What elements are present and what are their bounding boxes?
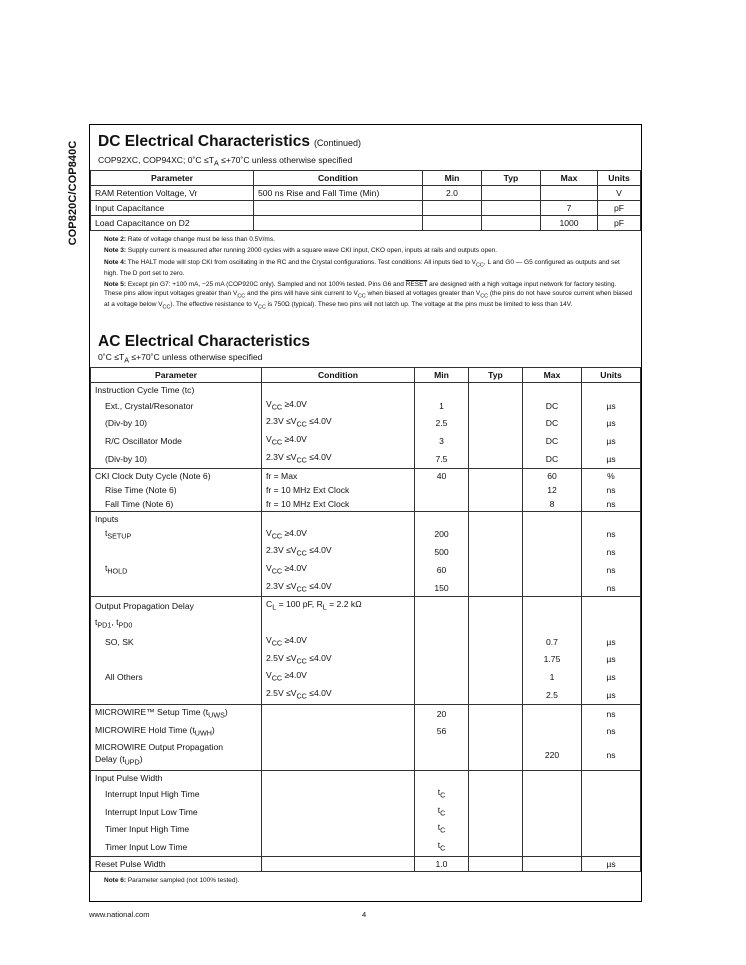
ac-param-cell: Input Pulse Width <box>91 770 262 785</box>
note-sub: CC <box>257 304 266 311</box>
dc-title <box>98 133 633 152</box>
note-text: (the pins do not have source current when biased at a voltage below V <box>104 289 633 308</box>
ac-typ-cell <box>469 432 523 450</box>
ac-row <box>91 615 641 633</box>
dc-header-cell: Condition <box>254 170 423 185</box>
ac-param-cell: All Others <box>91 668 262 686</box>
dc-cell <box>254 215 423 230</box>
note-sub: CC <box>480 293 489 300</box>
ac-condition-cell: $2.3V \le V_{CC} \le 4.0V$ <box>262 579 415 597</box>
ac-row <box>91 483 641 497</box>
note-sub: CC <box>162 304 171 311</box>
ac-max-cell <box>523 770 582 785</box>
ac-max-cell <box>523 526 582 544</box>
ac-row <box>91 450 641 468</box>
ac-row <box>91 497 641 512</box>
ac-units-cell: ns <box>582 723 641 741</box>
ac-min-cell: $t_C$ <box>415 785 469 803</box>
ac-max-cell: 60 <box>523 468 582 483</box>
ac-row <box>91 382 641 397</box>
ac-max-cell: 8 <box>523 497 582 512</box>
ac-param-cell: $t_{PD1}$, $t_{PD0}$ <box>91 615 262 633</box>
ac-row <box>91 723 641 741</box>
note-3 <box>104 247 633 256</box>
ac-typ-cell <box>469 785 523 803</box>
side-title-text: COP820C/COP840C <box>67 140 79 246</box>
ac-condition-cell: $V_{CC} \ge 4.0V$ <box>262 633 415 651</box>
ac-min-cell <box>415 511 469 526</box>
ac-param-cell: (Div-by 10) <box>91 414 262 432</box>
dc-cell <box>541 185 598 200</box>
note-text: and the pins will have sink current to V <box>245 289 358 297</box>
ac-row <box>91 651 641 669</box>
ac-min-cell: 1.0 <box>415 856 469 871</box>
ac-condition-cell: $V_{CC} \ge 4.0V$ <box>262 526 415 544</box>
ac-condition-cell: $2.3V \le V_{CC} \le 4.0V$ <box>262 543 415 561</box>
ac-condition-cell <box>262 704 415 722</box>
footer-page-number: 4 <box>362 910 367 919</box>
ac-typ-cell <box>469 803 523 821</box>
ac-param-cell: MICROWIRE™ Setup Time $(t_{UWS})$ <box>91 704 262 722</box>
ac-param-cell: (Div-by 10) <box>91 450 262 468</box>
ac-min-cell <box>415 686 469 704</box>
note-text: The HALT mode will stop CKI from oscillating in the RC and the Crystal configurations. Test conditions: All inputs tied to V <box>127 258 477 266</box>
ac-min-cell: 40 <box>415 468 469 483</box>
ac-row <box>91 704 641 722</box>
ac-param-cell: Output Propagation Delay <box>91 597 262 615</box>
ac-min-cell: $t_C$ <box>415 838 469 856</box>
dc-row <box>91 200 641 215</box>
ac-header-row <box>91 367 641 382</box>
ac-min-cell: 20 <box>415 704 469 722</box>
ac-condition-cell: $2.3V \le V_{CC} \le 4.0V$ <box>262 450 415 468</box>
ac-param-cell: MICROWIRE Hold Time $(t_{UWH})$ <box>91 723 262 741</box>
dc-cell <box>423 200 482 215</box>
ac-max-cell <box>523 856 582 871</box>
ac-min-cell <box>415 770 469 785</box>
ac-max-cell: 12 <box>523 483 582 497</box>
ac-typ-cell <box>469 511 523 526</box>
ac-param-cell: SO, SK <box>91 633 262 651</box>
ac-condition-cell: $V_{CC} \ge 4.0V$ <box>262 397 415 415</box>
ac-max-cell: DC <box>523 432 582 450</box>
ac-typ-cell <box>469 668 523 686</box>
note-text: when biased at voltages greater than V <box>365 289 481 297</box>
ac-row <box>91 561 641 579</box>
footer-site: www.national.com <box>89 910 150 919</box>
ac-condition-cell: $V_{CC} \ge 4.0V$ <box>262 561 415 579</box>
dc-section <box>95 133 633 315</box>
dc-cell: 500 ns Rise and Fall Time (Min) <box>254 185 423 200</box>
ac-row <box>91 668 641 686</box>
ac-param-cell: Inputs <box>91 511 262 526</box>
ac-param-cell: Timer Input Low Time <box>91 838 262 856</box>
note-text: Supply current is measured after running 2000 cycles with a square wave CKI input, CKO open, inputs at rails and outputs open. <box>127 247 498 255</box>
ac-param-cell <box>91 686 262 704</box>
note-text: Parameter sampled (not 100% tested). <box>127 876 240 884</box>
note-label: Note 5: <box>104 281 127 289</box>
ac-typ-cell <box>469 820 523 838</box>
dc-cell <box>254 200 423 215</box>
dc-conditions-sub: A <box>214 159 219 168</box>
dc-title-text: DC Electrical Characteristics <box>98 133 310 150</box>
note-sub: CC <box>357 293 366 300</box>
ac-param-cell: Ext., Crystal/Resonator <box>91 397 262 415</box>
ac-typ-cell <box>469 382 523 397</box>
note-text: Except pin G7: +100 mA, −25 mA (COP920C only). Sampled and not 100% tested. Pins G6 and <box>127 281 406 289</box>
dc-header-cell: Min <box>423 170 482 185</box>
ac-units-cell: ns <box>582 543 641 561</box>
ac-condition-cell <box>262 838 415 856</box>
dc-header-cell: Units <box>598 170 641 185</box>
ac-typ-cell <box>469 704 523 722</box>
ac-header-cell: Min <box>415 367 469 382</box>
ac-row <box>91 468 641 483</box>
ac-min-cell <box>415 740 469 770</box>
ac-typ-cell <box>469 597 523 615</box>
ac-units-cell: µs <box>582 668 641 686</box>
ac-typ-cell <box>469 468 523 483</box>
ac-max-cell <box>523 561 582 579</box>
ac-max-cell <box>523 597 582 615</box>
dc-cell: Input Capacitance <box>91 200 254 215</box>
ac-units-cell <box>582 803 641 821</box>
dc-header-cell: Parameter <box>91 170 254 185</box>
ac-max-cell: 2.5 <box>523 686 582 704</box>
ac-condition-cell: $2.3V \le V_{CC} \le 4.0V$ <box>262 414 415 432</box>
ac-max-cell: DC <box>523 414 582 432</box>
ac-param-cell: Interrupt Input High Time <box>91 785 262 803</box>
ac-conditions-sub: A <box>124 356 129 365</box>
ac-min-cell: 2.5 <box>415 414 469 432</box>
dc-cell: 7 <box>541 200 598 215</box>
ac-units-cell: µs <box>582 450 641 468</box>
ac-typ-cell <box>469 497 523 512</box>
ac-condition-cell <box>262 785 415 803</box>
dc-conditions-end: ≤+70˚C unless otherwise specified <box>218 155 353 165</box>
ac-units-cell: µs <box>582 397 641 415</box>
ac-row <box>91 740 641 770</box>
note-text: ). The effective resistance to V <box>170 300 258 308</box>
ac-min-cell: 200 <box>415 526 469 544</box>
ac-units-cell: ns <box>582 740 641 770</box>
ac-condition-cell <box>262 820 415 838</box>
ac-units-cell: % <box>582 468 641 483</box>
ac-typ-cell <box>469 450 523 468</box>
ac-max-cell: DC <box>523 450 582 468</box>
page-frame <box>89 124 642 902</box>
ac-units-cell: ns <box>582 483 641 497</box>
ac-param-cell: Rise Time (Note 6) <box>91 483 262 497</box>
ac-row <box>91 770 641 785</box>
ac-param-cell: Instruction Cycle Time (tc) <box>91 382 262 397</box>
ac-row <box>91 579 641 597</box>
ac-units-cell: µs <box>582 432 641 450</box>
ac-row <box>91 686 641 704</box>
note-text: are designed with a high voltage input network for factory testing. These pins allow input voltages greater than V <box>104 281 617 297</box>
ac-param-cell: Reset Pulse Width <box>91 856 262 871</box>
ac-max-cell: 220 <box>523 740 582 770</box>
ac-param-cell <box>91 543 262 561</box>
ac-condition-cell: $C_L = 100$ pF, $R_L = 2.2$ kΩ <box>262 597 415 615</box>
dc-cell: 2.0 <box>423 185 482 200</box>
ac-min-cell: 150 <box>415 579 469 597</box>
ac-min-cell <box>415 668 469 686</box>
ac-typ-cell <box>469 561 523 579</box>
ac-units-cell: µs <box>582 651 641 669</box>
dc-row <box>91 215 641 230</box>
ac-row <box>91 511 641 526</box>
note-5 <box>104 281 633 311</box>
ac-max-cell <box>523 838 582 856</box>
ac-min-cell: 3 <box>415 432 469 450</box>
ac-condition-cell: $2.5V \le V_{CC} \le 4.0V$ <box>262 686 415 704</box>
ac-min-cell: 1 <box>415 397 469 415</box>
ac-body <box>91 382 641 871</box>
note-text: Rate of voltage change must be less than 0.5V/ms. <box>127 235 275 243</box>
ac-units-cell: µs <box>582 414 641 432</box>
ac-header-cell: Condition <box>262 367 415 382</box>
note-label: Note 6: <box>104 876 127 884</box>
ac-max-cell <box>523 820 582 838</box>
ac-max-cell <box>523 511 582 526</box>
ac-min-cell <box>415 615 469 633</box>
ac-typ-cell <box>469 838 523 856</box>
ac-condition-cell <box>262 382 415 397</box>
ac-typ-cell <box>469 483 523 497</box>
ac-min-cell: 60 <box>415 561 469 579</box>
ac-typ-cell <box>469 526 523 544</box>
dc-header-cell: Typ <box>482 170 541 185</box>
ac-min-cell: 500 <box>415 543 469 561</box>
ac-row <box>91 543 641 561</box>
ac-max-cell: DC <box>523 397 582 415</box>
note-label: Note 2: <box>104 235 127 243</box>
dc-cell <box>482 215 541 230</box>
ac-min-cell <box>415 497 469 512</box>
ac-condition-cell <box>262 511 415 526</box>
ac-param-cell: R/C Oscillator Mode <box>91 432 262 450</box>
ac-typ-cell <box>469 740 523 770</box>
ac-units-cell <box>582 511 641 526</box>
note-sub: CC <box>476 262 484 269</box>
note-2 <box>104 236 633 245</box>
ac-header-cell: Parameter <box>91 367 262 382</box>
dc-table <box>90 170 641 231</box>
ac-row <box>91 526 641 544</box>
ac-typ-cell <box>469 633 523 651</box>
ac-condition-cell: fr = 10 MHz Ext Clock <box>262 483 415 497</box>
dc-notes <box>98 236 633 312</box>
ac-units-cell: ns <box>582 561 641 579</box>
ac-row <box>91 838 641 856</box>
ac-typ-cell <box>469 856 523 871</box>
side-title <box>56 126 90 260</box>
ac-min-cell <box>415 483 469 497</box>
ac-max-cell <box>523 579 582 597</box>
ac-row <box>91 820 641 838</box>
ac-units-cell: µs <box>582 856 641 871</box>
ac-row <box>91 414 641 432</box>
ac-typ-cell <box>469 397 523 415</box>
ac-header-cell: Typ <box>469 367 523 382</box>
ac-param-cell: CKI Clock Duty Cycle (Note 6) <box>91 468 262 483</box>
ac-row <box>91 597 641 615</box>
ac-param-cell: Fall Time (Note 6) <box>91 497 262 512</box>
ac-condition-cell <box>262 740 415 770</box>
ac-condition-cell <box>262 856 415 871</box>
dc-cell: RAM Retention Voltage, Vr <box>91 185 254 200</box>
dc-conditions <box>98 155 633 168</box>
dc-cell: V <box>598 185 641 200</box>
ac-param-cell: $t_{SETUP}$ <box>91 526 262 544</box>
ac-units-cell <box>582 785 641 803</box>
ac-condition-cell: $V_{CC} \ge 4.0V$ <box>262 668 415 686</box>
ac-typ-cell <box>469 723 523 741</box>
dc-header-row <box>91 170 641 185</box>
ac-condition-cell: fr = 10 MHz Ext Clock <box>262 497 415 512</box>
ac-max-cell <box>523 803 582 821</box>
ac-min-cell: $t_C$ <box>415 803 469 821</box>
ac-conditions-text: 0˚C ≤T <box>98 352 125 362</box>
note-sub: CC <box>237 293 246 300</box>
ac-conditions-end: ≤+70˚C unless otherwise specified <box>128 352 263 362</box>
ac-units-cell: ns <box>582 579 641 597</box>
ac-units-cell <box>582 820 641 838</box>
ac-param-cell <box>91 579 262 597</box>
ac-typ-cell <box>469 651 523 669</box>
ac-row <box>91 785 641 803</box>
ac-row <box>91 856 641 871</box>
dc-header-cell: Max <box>541 170 598 185</box>
ac-units-cell: µs <box>582 686 641 704</box>
ac-max-cell <box>523 704 582 722</box>
ac-conditions <box>98 352 633 365</box>
ac-units-cell: ns <box>582 704 641 722</box>
ac-min-cell <box>415 651 469 669</box>
ac-header-cell: Units <box>582 367 641 382</box>
ac-max-cell: 0.7 <box>523 633 582 651</box>
note-text: is 750Ω (typical). These two pins will not latch up. The voltage at the pins must be limited to less than 14V. <box>265 300 573 308</box>
ac-units-cell <box>582 597 641 615</box>
ac-max-cell <box>523 543 582 561</box>
ac-min-cell: 7.5 <box>415 450 469 468</box>
ac-param-cell <box>91 651 262 669</box>
dc-cell: pF <box>598 215 641 230</box>
ac-units-cell: µs <box>582 633 641 651</box>
ac-max-cell <box>523 723 582 741</box>
ac-max-cell <box>523 382 582 397</box>
ac-min-cell <box>415 633 469 651</box>
ac-units-cell: ns <box>582 497 641 512</box>
ac-typ-cell <box>469 414 523 432</box>
ac-units-cell <box>582 770 641 785</box>
dc-cell: pF <box>598 200 641 215</box>
ac-units-cell <box>582 838 641 856</box>
ac-row <box>91 633 641 651</box>
note-label: Note 4: <box>104 258 127 266</box>
ac-section <box>95 333 633 888</box>
ac-row <box>91 397 641 415</box>
note-4 <box>104 259 633 278</box>
ac-condition-cell: $2.5V \le V_{CC} \le 4.0V$ <box>262 651 415 669</box>
note-reset-overline: RESET <box>405 281 428 289</box>
ac-max-cell <box>523 615 582 633</box>
note-label: Note 3: <box>104 247 127 255</box>
ac-notes <box>98 877 633 886</box>
ac-row <box>91 432 641 450</box>
dc-cell <box>482 185 541 200</box>
ac-typ-cell <box>469 770 523 785</box>
ac-typ-cell <box>469 615 523 633</box>
ac-typ-cell <box>469 543 523 561</box>
ac-min-cell: $t_C$ <box>415 820 469 838</box>
dc-cell <box>482 200 541 215</box>
ac-param-cell: MICROWIRE Output Propagation Delay $(t_{UPD})$ <box>91 740 262 770</box>
ac-min-cell <box>415 382 469 397</box>
note-6 <box>104 877 633 886</box>
ac-condition-cell: fr = Max <box>262 468 415 483</box>
ac-param-cell: Timer Input High Time <box>91 820 262 838</box>
ac-table <box>90 367 641 872</box>
ac-max-cell: 1 <box>523 668 582 686</box>
ac-max-cell: 1.75 <box>523 651 582 669</box>
ac-title: AC Electrical Characteristics <box>98 333 310 350</box>
dc-title-suffix: (Continued) <box>313 138 361 148</box>
ac-min-cell <box>415 597 469 615</box>
dc-cell: 1000 <box>541 215 598 230</box>
ac-typ-cell <box>469 686 523 704</box>
ac-condition-cell <box>262 770 415 785</box>
ac-header-cell: Max <box>523 367 582 382</box>
dc-row <box>91 185 641 200</box>
ac-units-cell <box>582 382 641 397</box>
ac-param-cell: Interrupt Input Low Time <box>91 803 262 821</box>
ac-row <box>91 803 641 821</box>
note-text: , L and G0 — G5 configured as outputs and set high. The D port set to zero. <box>104 258 620 277</box>
ac-condition-cell <box>262 723 415 741</box>
ac-condition-cell: $V_{CC} \ge 4.0V$ <box>262 432 415 450</box>
dc-conditions-text: COP92XC, COP94XC; 0˚C ≤T <box>98 155 214 165</box>
dc-cell <box>423 215 482 230</box>
dc-cell: Load Capacitance on D2 <box>91 215 254 230</box>
ac-condition-cell <box>262 615 415 633</box>
ac-units-cell <box>582 615 641 633</box>
ac-condition-cell <box>262 803 415 821</box>
ac-param-cell: $t_{HOLD}$ <box>91 561 262 579</box>
ac-min-cell: 56 <box>415 723 469 741</box>
ac-max-cell <box>523 785 582 803</box>
ac-units-cell: ns <box>582 526 641 544</box>
ac-typ-cell <box>469 579 523 597</box>
